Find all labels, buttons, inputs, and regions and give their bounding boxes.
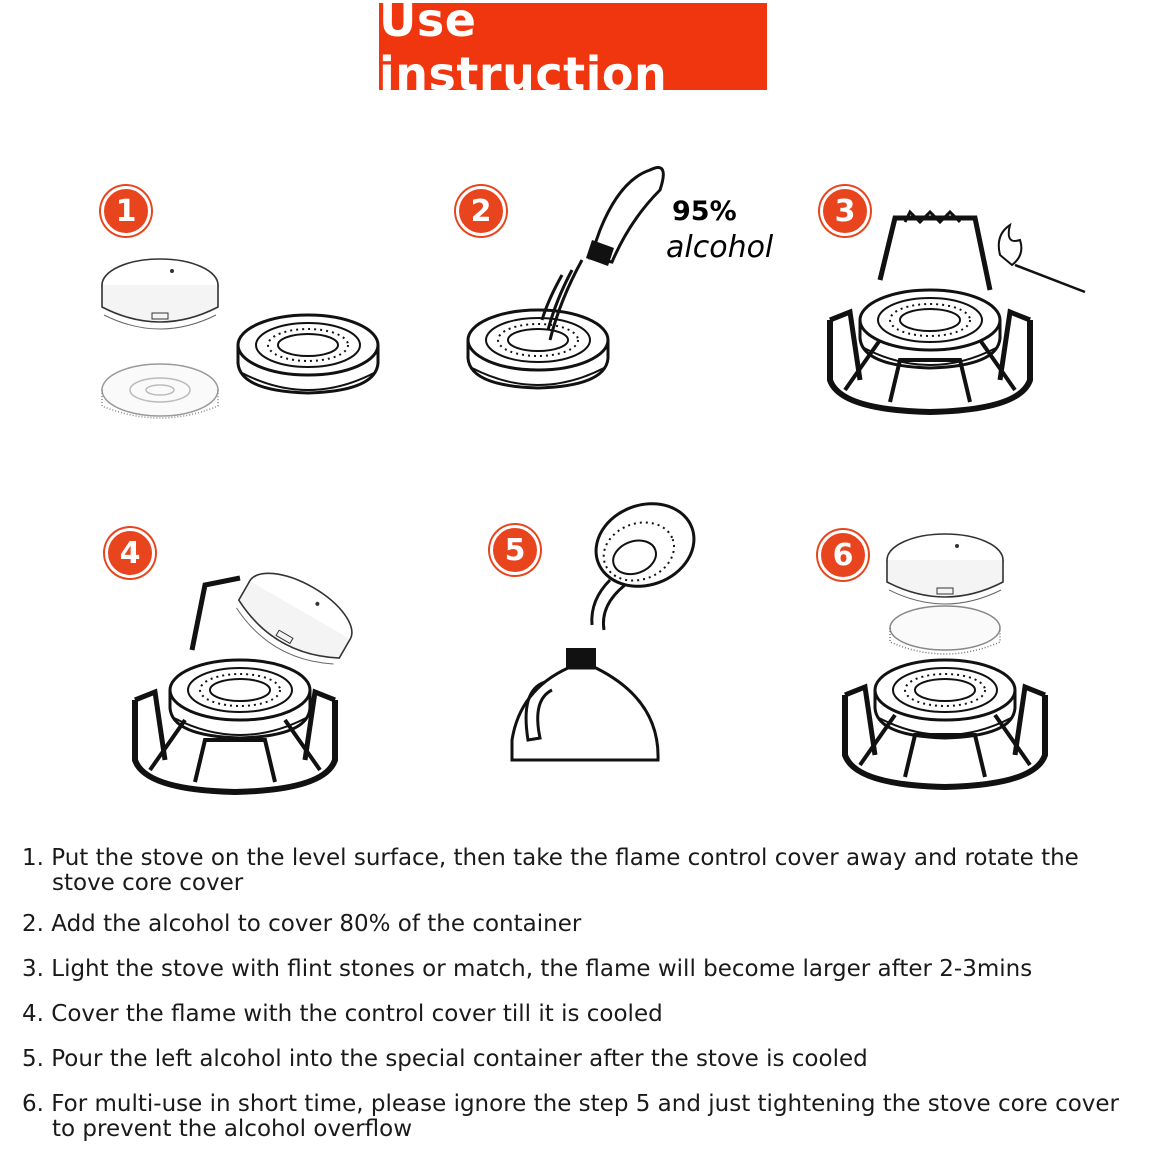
step-badge-2: 2: [456, 186, 506, 236]
step-badge-6: 6: [818, 530, 868, 580]
instruction-item-3: 3. Light the stove with flint stones or match, the flame will become larger after 2-3mins: [22, 956, 1033, 982]
instruction-list: [22, 846, 1142, 1162]
step-1-illustration: [102, 259, 378, 418]
step-badge-3: 3: [820, 186, 870, 236]
step-badge-1: 1: [101, 186, 151, 236]
instruction-item-2: 2. Add the alcohol to cover 80% of the container: [22, 911, 582, 937]
step-3-illustration: [830, 212, 1085, 412]
step-badge-4: 4: [105, 528, 155, 578]
page-title: Use instruction: [379, 0, 668, 101]
instruction-item-6: 6. For multi-use in short time, please ignore the step 5 and just tightening the stove core cover to prevent the alcohol overflow: [22, 1091, 1120, 1142]
alcohol-label: alcohol: [666, 230, 774, 265]
instruction-item-1: 1. Put the stove on the level surface, then take the flame control cover away and rotate the stove core cover: [22, 845, 1079, 896]
step-5-illustration: [512, 490, 706, 760]
step-6-illustration: [845, 534, 1045, 787]
instruction-item-4: 4. Cover the flame with the control cover till it is cooled: [22, 1001, 663, 1027]
instruction-item-5: 5. Pour the left alcohol into the special container after the stove is cooled: [22, 1046, 868, 1072]
step-4-illustration: [135, 558, 363, 792]
step-badge-5: 5: [490, 525, 540, 575]
alcohol-percent-label: 95%: [672, 196, 737, 227]
